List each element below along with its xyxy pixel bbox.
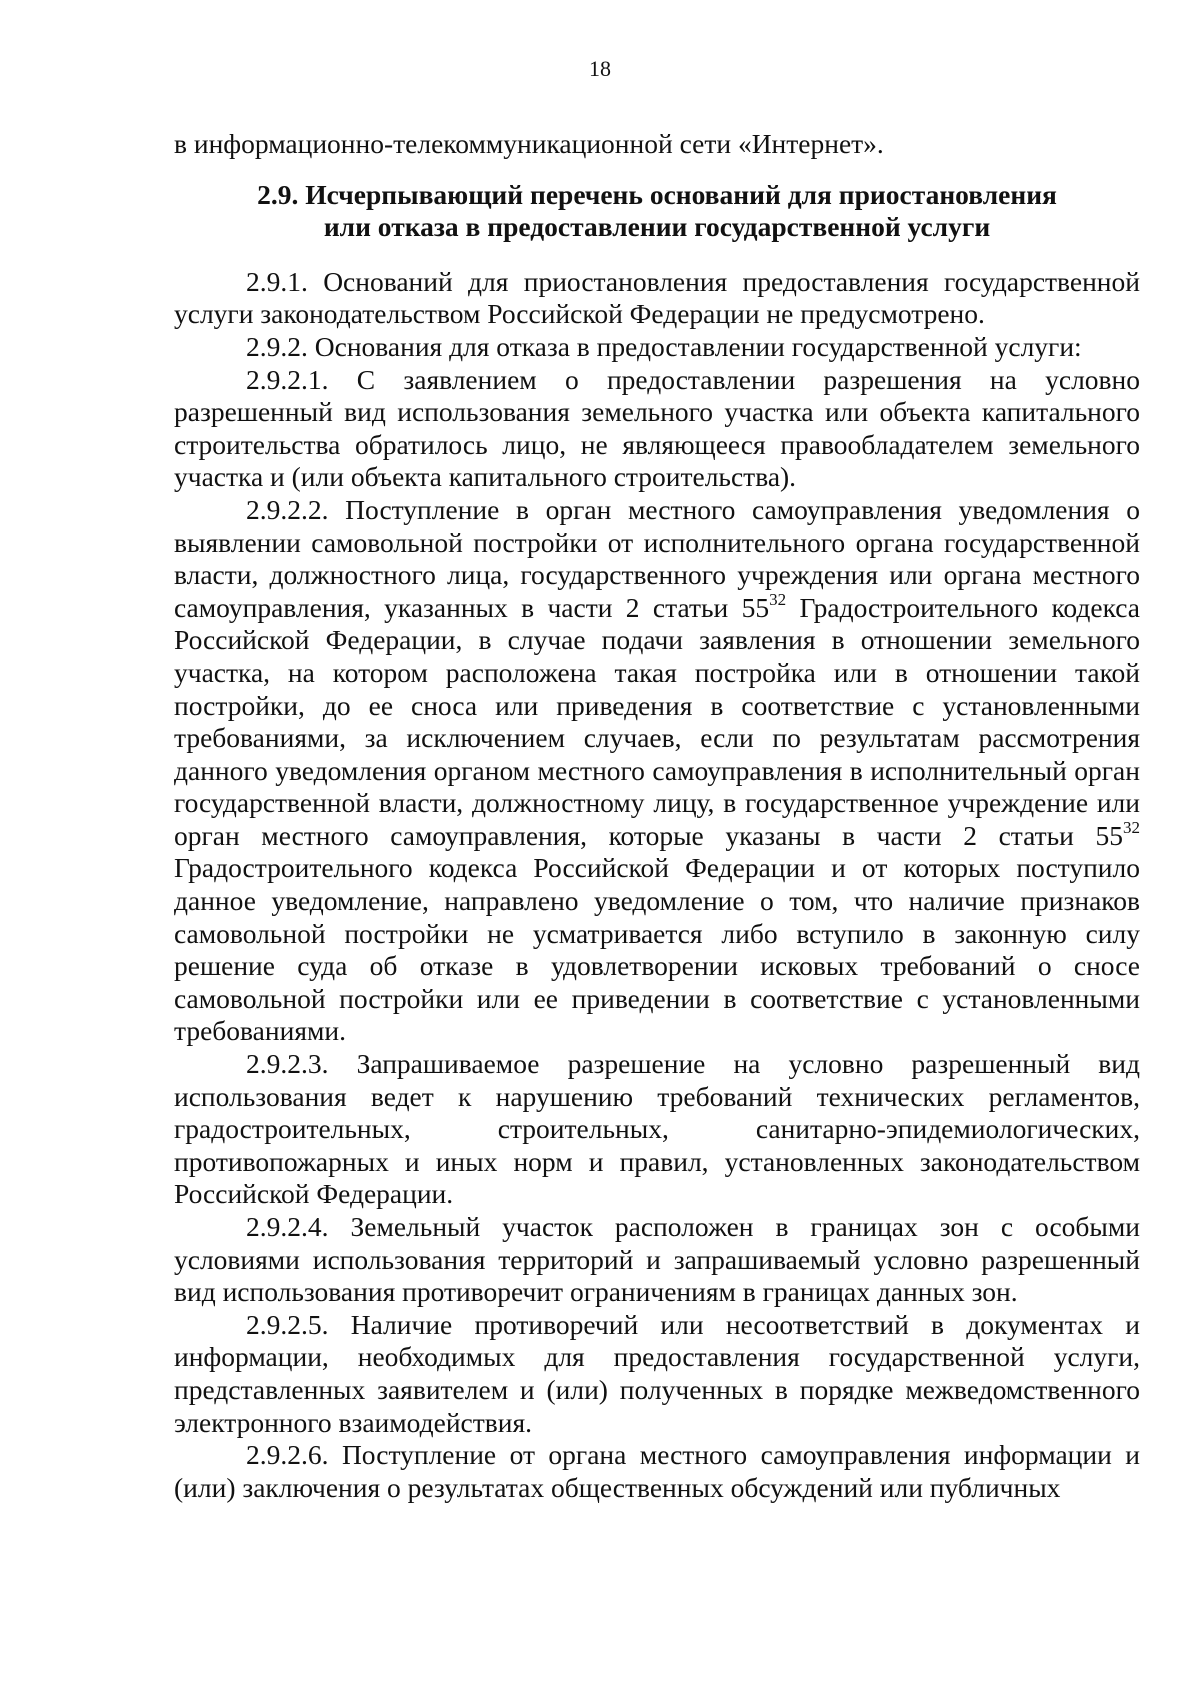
section-heading-line-1: 2.9. Исчерпывающий перечень оснований для приостановления: [257, 178, 1057, 210]
paragraph-2-9-2: 2.9.2. Основания для отказа в предоставлении государственной услуги:: [246, 330, 1082, 362]
paragraph-2-9-2-2: [174, 494, 1140, 1048]
paragraph-2-9-2-6: 2.9.2.6. Поступление от органа местного самоуправления информации и (или) заключения о результатах общественных обсуждений или публичных: [174, 1439, 1140, 1503]
paragraph-2-9-2-2-part-2: Градостроительного кодекса Российской Федерации, в случае подачи заявления в отношении земельного участка, на котором расположена такая постройка или в отношении такой постройки, до ее сноса или приведения в соответствие с установленными требованиями, за исключением случаев, если по результатам рассмотрения данного уведомления органом местного самоуправления в исполнительный орган государственной власти, должностному лицу, в государственное учреждение или орган местного самоуправления, которые указаны в части 2 статьи 55: [174, 591, 1140, 851]
paragraph-2-9-2-3: 2.9.2.3. Запрашиваемое разрешение на условно разрешенный вид использования ведет к нарушению требований технических регламентов, градостроительных, строительных, санитарно-эпидемиологических, противопожарных и иных норм и правил, установленных законодательством Российской Федерации.: [174, 1048, 1140, 1210]
paragraph-2-9-2-2-part-1: 2.9.2.2. Поступление в орган местного самоуправления уведомления о выявлении самовольной постройки от исполнительного органа государственной власти, должностного лица, государственного учреждения или органа местного самоуправления, указанных в части 2 статьи 55: [174, 493, 1140, 623]
intro-line: в информационно-телекоммуникационной сети «Интернет».: [174, 128, 884, 159]
section-heading-line-2: или отказа в предоставлении государственной услуги: [323, 211, 991, 243]
section-heading: [174, 179, 1140, 244]
paragraph-2-9-2-1: 2.9.2.1. С заявлением о предоставлении разрешения на условно разрешенный вид использования земельного участка или объекта капитального строительства обратилось лицо, не являющееся правообладателем земельного участка и (или объекта капитального строительства).: [174, 363, 1140, 493]
page-number: 18: [589, 56, 611, 81]
paragraph-2-9-2-4: 2.9.2.4. Земельный участок расположен в границах зон с особыми условиями использования территорий и запрашиваемый условно разрешенный вид использования противоречит ограничениям в границах данных зон.: [174, 1211, 1140, 1308]
paragraph-2-9-2-5: 2.9.2.5. Наличие противоречий или несоответствий в документах и информации, необходимых для предоставления государственной услуги, представленных заявителем и (или) полученных в порядке межведомственного электронного взаимодействия.: [174, 1308, 1140, 1438]
article-superscript-2: 32: [1123, 817, 1140, 837]
paragraph-2-9-2-2-part-3: Градостроительного кодекса Российской Федерации и от которых поступило данное уведомление, направлено уведомление о том, что наличие признаков самовольной постройки не усматривается либо вступило в законную силу решение суда об отказе в удовлетворении исковых требований о сносе самовольной постройки или ее приведении в соответствие с установленными требованиями.: [174, 852, 1140, 1047]
article-superscript-1: 32: [769, 589, 787, 609]
paragraph-2-9-1: 2.9.1. Оснований для приостановления предоставления государственной услуги законодательством Российской Федерации не предусмотрено.: [174, 265, 1140, 330]
document-body: [174, 128, 1140, 1504]
